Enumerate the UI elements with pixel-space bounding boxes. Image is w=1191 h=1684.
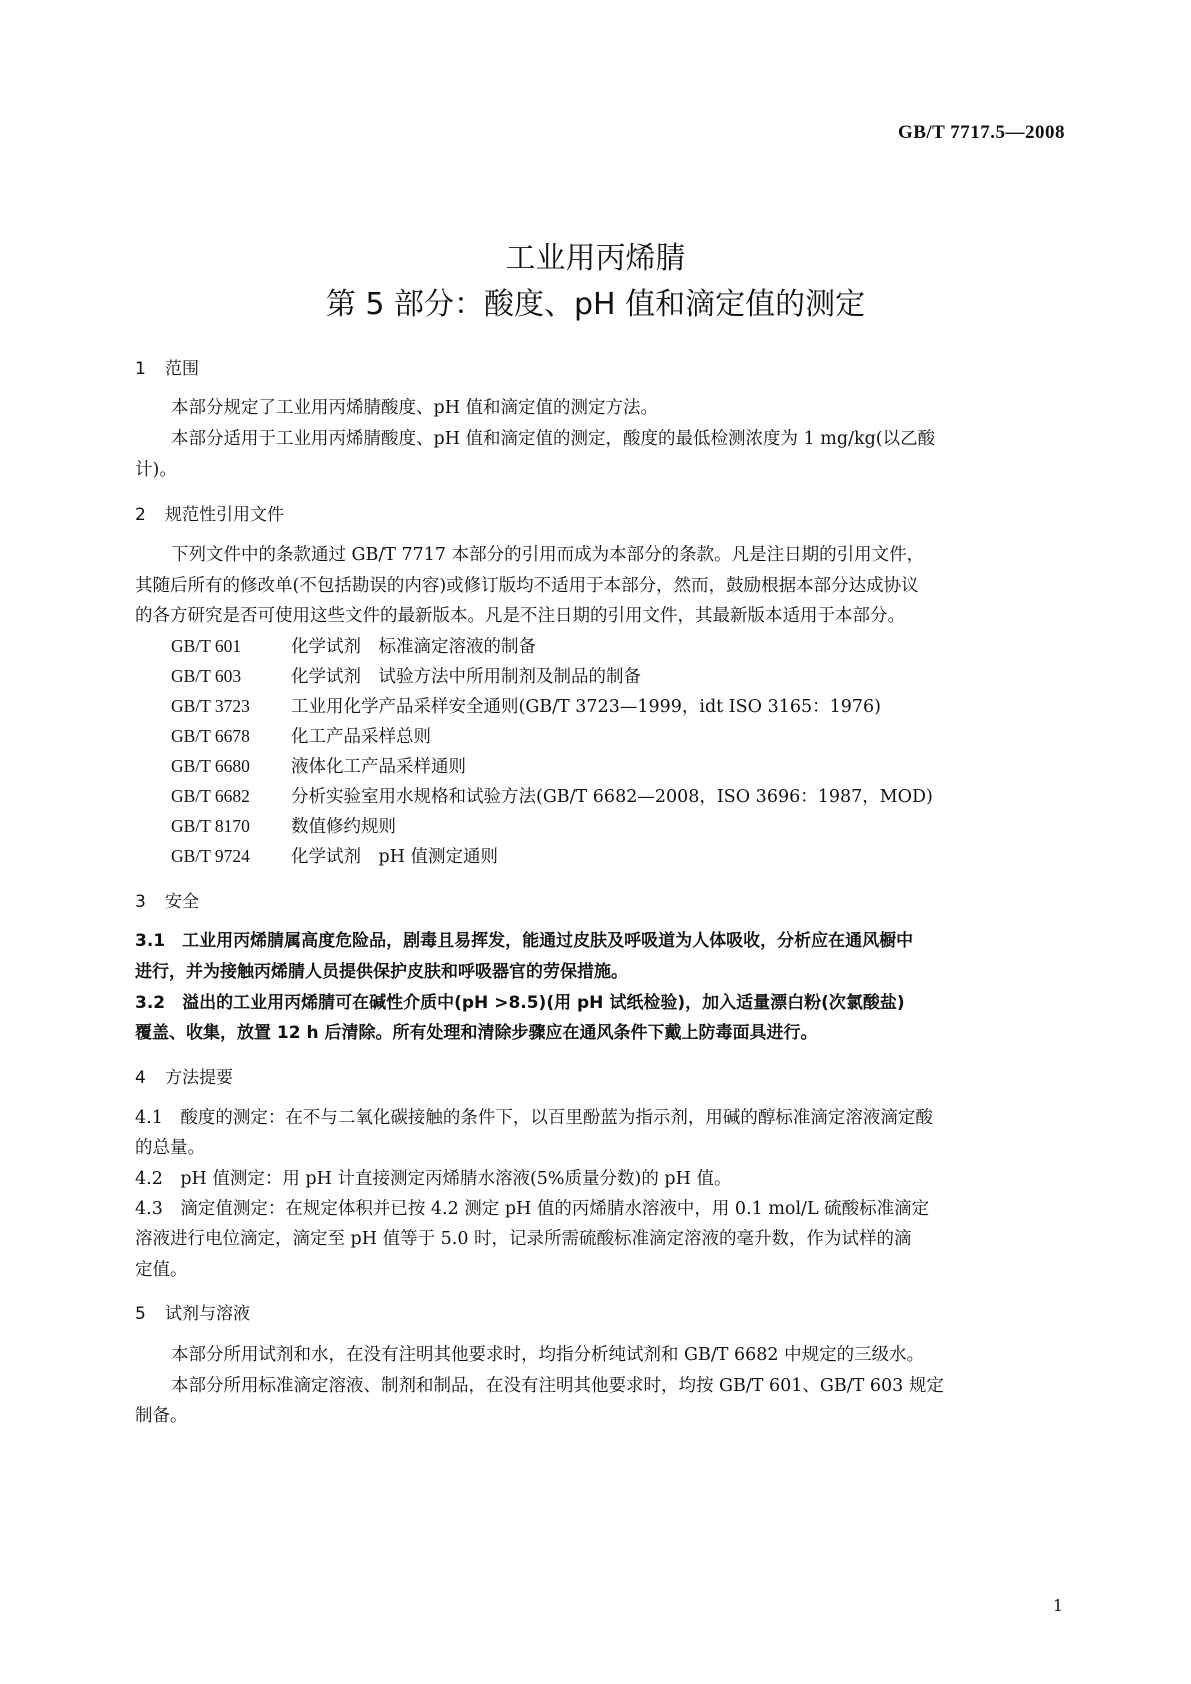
clause-4-1-cont: 的总量。 (135, 1138, 205, 1158)
reference-code: GB/T 6680 (171, 756, 250, 776)
clause-4-3-cont: 定值。 (135, 1260, 188, 1280)
reference-title: 化工产品采样总则 (291, 727, 431, 747)
paragraph: 计)。 (135, 460, 177, 480)
reference-code: GB/T 6682 (171, 786, 250, 806)
section-heading-4 (135, 1063, 233, 1088)
section-number: 4 (135, 1068, 146, 1088)
reference-item (171, 783, 933, 808)
paragraph: 本部分所用标准滴定溶液、制剂和制品，在没有注明其他要求时，均按 GB/T 601、GB/T 603 规定 (171, 1376, 944, 1396)
section-title: 方法提要 (165, 1068, 233, 1088)
reference-title: 化学试剂 标准滴定溶液的制备 (291, 637, 536, 657)
section-number: 2 (135, 505, 146, 525)
section-title: 范围 (165, 359, 199, 379)
reference-title: 工业用化学产品采样安全通则(GB/T 3723—1999，idt ISO 3165：1976) (291, 697, 881, 717)
reference-item (171, 693, 881, 718)
clause-3-2: 3.2 溢出的工业用丙烯腈可在碱性介质中(pH >8.5)(用 pH 试纸检验)，加入适量漂白粉(次氯酸盐) (135, 993, 905, 1013)
reference-code: GB/T 601 (171, 636, 242, 656)
reference-item (171, 843, 498, 868)
section-heading-3 (135, 887, 199, 912)
clause-3-1-cont: 进行，并为接触丙烯腈人员提供保护皮肤和呼吸器官的劳保措施。 (135, 962, 628, 982)
clause-4-2: 4.2 pH 值测定：用 pH 计直接测定丙烯腈水溶液(5%质量分数)的 pH 值。 (135, 1169, 732, 1189)
page-number: 1 (1052, 1596, 1063, 1615)
section-number: 1 (135, 359, 146, 379)
reference-item (171, 633, 536, 658)
document-subtitle: 第 5 部分：酸度、pH 值和滴定值的测定 (325, 287, 866, 322)
standard-code: GB/T 7717.5—2008 (897, 122, 1065, 143)
section-number: 5 (135, 1304, 146, 1324)
paragraph: 其随后所有的修改单(不包括勘误的内容)或修订版均不适用于本部分，然而，鼓励根据本部分达成协议 (135, 576, 919, 596)
reference-title: 分析实验室用水规格和试验方法(GB/T 6682—2008，ISO 3696：1987，MOD) (291, 787, 933, 807)
reference-item (171, 663, 641, 688)
section-title: 安全 (165, 892, 199, 912)
section-heading-5 (135, 1299, 250, 1324)
section-title: 规范性引用文件 (165, 505, 284, 525)
reference-item (171, 813, 396, 838)
paragraph: 本部分规定了工业用丙烯腈酸度、pH 值和滴定值的测定方法。 (171, 398, 659, 418)
clause-4-1: 4.1 酸度的测定：在不与二氧化碳接触的条件下，以百里酚蓝为指示剂，用碱的醇标准滴定溶液滴定酸 (135, 1108, 933, 1128)
paragraph: 本部分所用试剂和水，在没有注明其他要求时，均指分析纯试剂和 GB/T 6682 中规定的三级水。 (171, 1345, 925, 1365)
section-heading-1 (135, 354, 199, 379)
reference-title: 液体化工产品采样通则 (291, 757, 466, 777)
paragraph: 下列文件中的条款通过 GB/T 7717 本部分的引用而成为本部分的条款。凡是注日期的引用文件， (171, 545, 925, 565)
reference-title: 化学试剂 试验方法中所用制剂及制品的制备 (291, 667, 641, 687)
paragraph: 本部分适用于工业用丙烯腈酸度、pH 值和滴定值的测定，酸度的最低检测浓度为 1 mg/kg(以乙酸 (171, 429, 936, 449)
clause-4-3: 4.3 滴定值测定：在规定体积并已按 4.2 测定 pH 值的丙烯腈水溶液中，用 0.1 mol/L 硫酸标准滴定 (135, 1199, 930, 1219)
reference-item (171, 753, 466, 778)
reference-item (171, 723, 431, 748)
reference-code: GB/T 8170 (171, 816, 250, 836)
paragraph: 的各方研究是否可使用这些文件的最新版本。凡是不注日期的引用文件，其最新版本适用于本部分。 (135, 606, 905, 626)
section-heading-2 (135, 500, 284, 525)
section-title: 试剂与溶液 (165, 1304, 250, 1324)
reference-title: 化学试剂 pH 值测定通则 (291, 847, 499, 867)
paragraph: 制备。 (135, 1406, 188, 1426)
clause-3-2-cont: 覆盖、收集，放置 12 h 后清除。所有处理和清除步骤应在通风条件下戴上防毒面具进行。 (135, 1023, 818, 1043)
clause-4-3-cont: 溶液进行电位滴定，滴定至 pH 值等于 5.0 时，记录所需硫酸标准滴定溶液的毫升数，作为试样的滴 (135, 1229, 912, 1249)
document-title: 工业用丙烯腈 (505, 241, 686, 276)
reference-code: GB/T 9724 (171, 846, 250, 866)
section-number: 3 (135, 892, 146, 912)
reference-code: GB/T 6678 (171, 726, 250, 746)
clause-3-1: 3.1 工业用丙烯腈属高度危险品，剧毒且易挥发，能通过皮肤及呼吸道为人体吸收，分析应在通风橱中 (135, 931, 914, 951)
reference-code: GB/T 603 (171, 666, 242, 686)
reference-title: 数值修约规则 (291, 817, 396, 837)
reference-code: GB/T 3723 (171, 696, 250, 716)
